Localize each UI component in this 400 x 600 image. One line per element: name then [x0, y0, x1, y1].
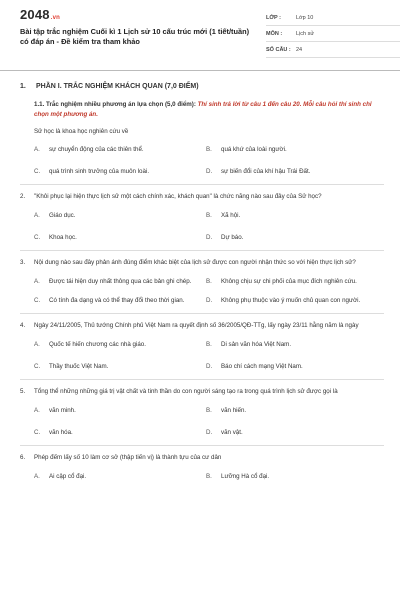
answer-option[interactable]: [206, 472, 378, 481]
question-stem: "Khôi phục lại hiện thực lịch sử một cách chính xác, khách quan" là chức năng nào sau đây của Sử học?: [34, 193, 322, 200]
answer-option[interactable]: [34, 428, 206, 437]
meta-value: Lịch sử: [296, 30, 315, 37]
question-item: [20, 258, 384, 267]
option-letter: D.: [206, 297, 213, 304]
option-text: Báo chí cách mạng Việt Nam.: [221, 363, 303, 370]
option-text: Được tái hiện duy nhất thông qua các bản ghi chép.: [49, 278, 192, 285]
document-meta: [266, 10, 400, 58]
logo-suffix: .vn: [50, 15, 61, 21]
meta-value: 24: [296, 46, 303, 53]
question-number: 6.: [20, 454, 26, 461]
question-item: [20, 453, 384, 462]
question-divider: [20, 379, 384, 380]
option-letter: A.: [34, 341, 40, 348]
question-item: [20, 387, 384, 396]
answer-option[interactable]: [34, 340, 206, 349]
section-heading: [20, 83, 384, 90]
option-text: Ai cập cổ đại.: [49, 473, 87, 480]
option-text: Có tính đa dạng và có thể thay đổi theo thời gian.: [49, 297, 185, 304]
option-text: văn hóa.: [49, 429, 73, 436]
answer-options: [34, 472, 384, 481]
option-letter: C.: [34, 363, 41, 370]
site-logo[interactable]: [20, 7, 60, 22]
option-text: Khoa học.: [49, 234, 77, 241]
option-text: Di sản văn hóa Việt Nam.: [221, 341, 292, 348]
option-letter: C.: [34, 429, 41, 436]
question-stem: Ngày 24/11/2005, Thủ tướng Chính phủ Việt Nam ra quyết định số 36/2005/QĐ-TTg, lấy ngày 23/11 hằng năm là ngày: [34, 322, 359, 329]
answer-option[interactable]: [206, 277, 378, 286]
option-letter: B.: [206, 146, 212, 153]
question-item: [20, 321, 384, 330]
option-text: văn hiến.: [221, 407, 247, 414]
option-text: Quốc tế hiến chương các nhà giáo.: [49, 341, 146, 348]
option-letter: B.: [206, 473, 212, 480]
option-text: văn minh.: [49, 407, 76, 414]
question-divider: [20, 313, 384, 314]
option-text: Không phụ thuộc vào ý muốn chủ quan con người.: [221, 297, 361, 304]
option-letter: B.: [206, 212, 212, 219]
question-number: 5.: [20, 388, 26, 395]
question-number: 4.: [20, 322, 26, 329]
subsection-heading: [34, 100, 384, 119]
question-divider: [20, 184, 384, 185]
option-text: sự biến đổi của khí hậu Trái Đất.: [221, 168, 311, 175]
answer-option[interactable]: [34, 145, 206, 154]
option-text: Lưỡng Hà cổ đại.: [221, 473, 270, 480]
answer-option[interactable]: [34, 211, 206, 220]
option-letter: A.: [34, 473, 40, 480]
answer-options: [34, 277, 384, 305]
option-letter: B.: [206, 407, 212, 414]
section-number: 1.: [20, 83, 26, 90]
section-title: PHẦN I. TRẮC NGHIỆM KHÁCH QUAN (7,0 ĐIỂM): [36, 83, 199, 90]
option-letter: A.: [34, 212, 40, 219]
answer-option[interactable]: [206, 362, 378, 371]
subsection-instruction: Thí sinh trả lời từ câu 1 đến câu 20. Mỗi câu hỏi thí sinh chỉ chọn một phương án.: [34, 101, 372, 118]
answer-options: [34, 145, 384, 176]
questions-content: [20, 80, 384, 481]
meta-value: Lớp 10: [296, 14, 314, 21]
option-letter: A.: [34, 146, 40, 153]
question-number: 3.: [20, 259, 26, 266]
answer-option[interactable]: [34, 167, 206, 176]
question-number: 2.: [20, 193, 26, 200]
option-text: Xã hội.: [221, 212, 241, 219]
subsection-label: 1.1. Trắc nghiệm nhiều phương án lựa chọn (5,0 điểm):: [34, 101, 196, 108]
question-stem: Sử học là khoa học nghiên cứu về: [34, 128, 129, 135]
meta-key: SỐ CÂU :: [266, 46, 291, 53]
option-text: quá khứ của loài người.: [221, 146, 287, 153]
option-letter: C.: [34, 168, 41, 175]
option-letter: C.: [34, 234, 41, 241]
answer-options: [34, 340, 384, 371]
answer-option[interactable]: [206, 406, 378, 415]
document-title: Bài tập trắc nghiệm Cuối kì 1 Lịch sử 10 cấu trúc mới (1 tiết/tuần) có đáp án - Đề kiểm tra tham khảo: [20, 27, 250, 46]
logo-number: 2048: [20, 7, 50, 22]
question-divider: [20, 250, 384, 251]
meta-key: MÔN :: [266, 30, 283, 37]
option-text: Thầy thuốc Việt Nam.: [49, 363, 109, 370]
option-letter: C.: [34, 297, 41, 304]
option-letter: A.: [34, 407, 40, 414]
answer-option[interactable]: [206, 296, 378, 305]
option-letter: D.: [206, 429, 213, 436]
answer-option[interactable]: [206, 428, 378, 437]
option-letter: B.: [206, 341, 212, 348]
answer-option[interactable]: [34, 472, 206, 481]
question-item: [20, 192, 384, 201]
header-divider: [0, 70, 400, 71]
option-text: văn vật.: [221, 429, 243, 436]
question-stem: Tổng thể những những giá trị vật chất và tinh thần do con người sáng tạo ra trong quá trình lịch sử được gọi là: [34, 388, 338, 395]
option-letter: A.: [34, 278, 40, 285]
answer-option[interactable]: [206, 145, 378, 154]
meta-grade: [266, 10, 400, 26]
answer-option[interactable]: [34, 233, 206, 242]
answer-option[interactable]: [206, 233, 378, 242]
answer-option[interactable]: [34, 362, 206, 371]
option-letter: B.: [206, 278, 212, 285]
answer-options: [34, 211, 384, 242]
option-letter: D.: [206, 234, 213, 241]
option-text: quá trình sinh trưởng của muôn loài.: [49, 168, 150, 175]
meta-key: LỚP :: [266, 14, 281, 21]
answer-option[interactable]: [206, 340, 378, 349]
option-letter: D.: [206, 168, 213, 175]
question-divider: [20, 445, 384, 446]
option-text: Giáo dục.: [49, 212, 76, 219]
option-text: Dự báo.: [221, 234, 244, 241]
answer-option[interactable]: [34, 277, 206, 286]
option-text: sự chuyển động của các thiên thể.: [49, 146, 144, 153]
answer-option[interactable]: [206, 211, 378, 220]
answer-option[interactable]: [34, 296, 206, 305]
answer-option[interactable]: [206, 167, 378, 176]
question-stem: Phép đếm lấy số 10 làm cơ sở (thập tiến vị) là thành tựu của cư dân: [34, 454, 222, 461]
meta-question-count: [266, 42, 400, 58]
option-letter: D.: [206, 363, 213, 370]
question-stem: Nội dung nào sau đây phản ánh đúng điểm khác biệt của lịch sử được con người nhận thức so với hiện thực lịch sử?: [34, 259, 356, 266]
answer-option[interactable]: [34, 406, 206, 415]
page-header: [14, 0, 386, 70]
answer-options: [34, 406, 384, 437]
meta-subject: [266, 26, 400, 42]
option-text: Không chịu sự chi phối của mục đích nghiên cứu.: [221, 278, 357, 285]
